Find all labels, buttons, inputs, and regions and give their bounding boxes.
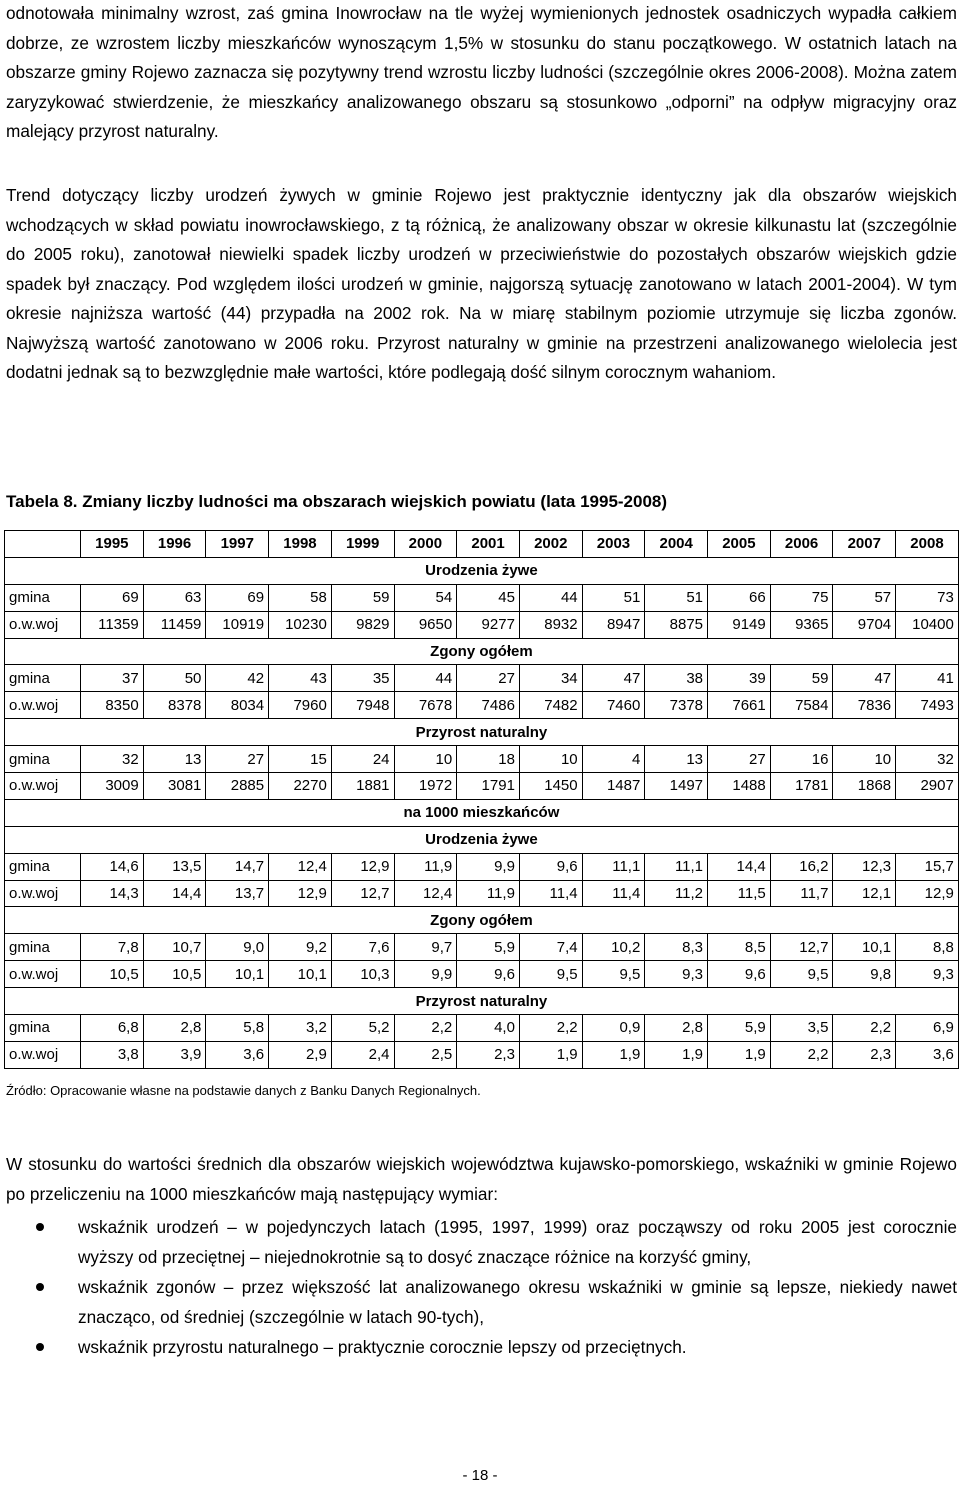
population-change-table xyxy=(4,530,959,1069)
value-cell: 58 xyxy=(269,584,332,611)
value-cell: 13,5 xyxy=(143,853,206,880)
value-cell: 9,6 xyxy=(457,961,520,988)
value-cell: 59 xyxy=(770,665,833,692)
value-cell: 2,2 xyxy=(519,1015,582,1042)
value-cell: 1487 xyxy=(582,773,645,800)
page-number: - 18 - xyxy=(462,1467,498,1484)
value-cell: 7584 xyxy=(770,692,833,719)
value-cell: 8932 xyxy=(519,611,582,638)
value-cell: 3009 xyxy=(81,773,144,800)
value-cell: 1868 xyxy=(833,773,896,800)
table-caption xyxy=(6,492,667,512)
value-cell: 38 xyxy=(645,665,708,692)
value-cell: 13,7 xyxy=(206,880,269,907)
row-label-cell: o.w.woj xyxy=(5,692,81,719)
value-cell: 13 xyxy=(645,746,708,773)
table-caption-number: Tabela 8. xyxy=(6,492,78,511)
value-cell: 11,4 xyxy=(582,880,645,907)
row-label-cell: gmina xyxy=(5,665,81,692)
value-cell: 11,7 xyxy=(770,880,833,907)
year-header-cell: 2006 xyxy=(770,531,833,558)
value-cell: 7836 xyxy=(833,692,896,719)
value-cell: 5,9 xyxy=(457,934,520,961)
value-cell: 1497 xyxy=(645,773,708,800)
value-cell: 16 xyxy=(770,746,833,773)
value-cell: 12,9 xyxy=(896,880,959,907)
table-row xyxy=(5,1041,959,1068)
row-label-cell: gmina xyxy=(5,746,81,773)
value-cell: 18 xyxy=(457,746,520,773)
value-cell: 11,2 xyxy=(645,880,708,907)
value-cell: 1972 xyxy=(394,773,457,800)
value-cell: 7948 xyxy=(331,692,394,719)
value-cell: 10,3 xyxy=(331,961,394,988)
table-row xyxy=(5,584,959,611)
value-cell: 14,6 xyxy=(81,853,144,880)
year-header-cell: 1999 xyxy=(331,531,394,558)
value-cell: 15,7 xyxy=(896,853,959,880)
value-cell: 1488 xyxy=(708,773,771,800)
value-cell: 10,1 xyxy=(833,934,896,961)
value-cell: 12,4 xyxy=(269,853,332,880)
bullet-text: wskaźnik urodzeń – w pojedynczych latach (1995, 1997, 1999) oraz począwszy od roku 2005 jest corocznie wyższy od przeciętnej – niejednokrotnie są to dosyć znaczące różnice na korzyść gminy, xyxy=(78,1217,957,1267)
row-label-cell: o.w.woj xyxy=(5,961,81,988)
value-cell: 12,1 xyxy=(833,880,896,907)
year-header-cell: 2002 xyxy=(519,531,582,558)
section-heading-row xyxy=(5,907,959,934)
value-cell: 12,4 xyxy=(394,880,457,907)
value-cell: 9,0 xyxy=(206,934,269,961)
value-cell: 2,2 xyxy=(833,1015,896,1042)
value-cell: 12,7 xyxy=(770,934,833,961)
bullet-icon xyxy=(36,1283,44,1291)
value-cell: 2,2 xyxy=(770,1041,833,1068)
value-cell: 7486 xyxy=(457,692,520,719)
value-cell: 45 xyxy=(457,584,520,611)
value-cell: 14,7 xyxy=(206,853,269,880)
bullet-text: wskaźnik przyrostu naturalnego – praktycznie corocznie lepszy od przeciętnych. xyxy=(78,1337,687,1357)
value-cell: 27 xyxy=(457,665,520,692)
section-heading-row xyxy=(5,719,959,746)
year-header-cell: 2005 xyxy=(708,531,771,558)
value-cell: 9,3 xyxy=(896,961,959,988)
value-cell: 59 xyxy=(331,584,394,611)
value-cell: 10 xyxy=(833,746,896,773)
section-heading: Zgony ogółem xyxy=(5,638,959,665)
value-cell: 2,3 xyxy=(457,1041,520,1068)
year-header-cell: 1996 xyxy=(143,531,206,558)
value-cell: 27 xyxy=(708,746,771,773)
table-row xyxy=(5,773,959,800)
header-corner-cell xyxy=(5,531,81,558)
row-label-cell: o.w.woj xyxy=(5,773,81,800)
value-cell: 3,6 xyxy=(896,1041,959,1068)
value-cell: 8034 xyxy=(206,692,269,719)
value-cell: 69 xyxy=(206,584,269,611)
value-cell: 7493 xyxy=(896,692,959,719)
paragraph-indicators-intro: W stosunku do wartości średnich dla obszarów wiejskich województwa kujawsko-pomorskiego, wskaźniki w gminie Rojewo po przeliczeniu na 1000 mieszkańców mają następujący wymiar: xyxy=(6,1154,957,1204)
row-label-cell: gmina xyxy=(5,584,81,611)
value-cell: 8,8 xyxy=(896,934,959,961)
value-cell: 2,3 xyxy=(833,1041,896,1068)
table-row xyxy=(5,665,959,692)
section-heading-row xyxy=(5,826,959,853)
value-cell: 44 xyxy=(519,584,582,611)
value-cell: 51 xyxy=(645,584,708,611)
value-cell: 13 xyxy=(143,746,206,773)
value-cell: 1,9 xyxy=(708,1041,771,1068)
value-cell: 3081 xyxy=(143,773,206,800)
value-cell: 11,1 xyxy=(582,853,645,880)
value-cell: 10 xyxy=(394,746,457,773)
year-header-cell: 1998 xyxy=(269,531,332,558)
value-cell: 47 xyxy=(833,665,896,692)
value-cell: 57 xyxy=(833,584,896,611)
table-row xyxy=(5,692,959,719)
year-header-cell: 1997 xyxy=(206,531,269,558)
value-cell: 7482 xyxy=(519,692,582,719)
value-cell: 44 xyxy=(394,665,457,692)
value-cell: 9704 xyxy=(833,611,896,638)
value-cell: 10,5 xyxy=(143,961,206,988)
section-heading: na 1000 mieszkańców xyxy=(5,799,959,826)
value-cell: 10230 xyxy=(269,611,332,638)
value-cell: 7378 xyxy=(645,692,708,719)
value-cell: 34 xyxy=(519,665,582,692)
table-row xyxy=(5,1015,959,1042)
year-header-cell: 1995 xyxy=(81,531,144,558)
value-cell: 10,5 xyxy=(81,961,144,988)
value-cell: 8350 xyxy=(81,692,144,719)
value-cell: 9,6 xyxy=(519,853,582,880)
value-cell: 9,5 xyxy=(519,961,582,988)
section-heading: Zgony ogółem xyxy=(5,907,959,934)
table-row xyxy=(5,961,959,988)
value-cell: 2,9 xyxy=(269,1041,332,1068)
value-cell: 14,4 xyxy=(708,853,771,880)
value-cell: 9829 xyxy=(331,611,394,638)
value-cell: 9365 xyxy=(770,611,833,638)
value-cell: 73 xyxy=(896,584,959,611)
row-label-cell: o.w.woj xyxy=(5,880,81,907)
value-cell: 1,9 xyxy=(582,1041,645,1068)
value-cell: 1791 xyxy=(457,773,520,800)
value-cell: 10,7 xyxy=(143,934,206,961)
value-cell: 24 xyxy=(331,746,394,773)
value-cell: 27 xyxy=(206,746,269,773)
value-cell: 7,8 xyxy=(81,934,144,961)
bullet-item-natural-increase xyxy=(6,1332,957,1362)
value-cell: 2,5 xyxy=(394,1041,457,1068)
value-cell: 51 xyxy=(582,584,645,611)
value-cell: 7960 xyxy=(269,692,332,719)
row-label-cell: gmina xyxy=(5,934,81,961)
value-cell: 0,9 xyxy=(582,1015,645,1042)
value-cell: 5,9 xyxy=(708,1015,771,1042)
value-cell: 9,5 xyxy=(770,961,833,988)
section-heading-row xyxy=(5,557,959,584)
value-cell: 2,8 xyxy=(645,1015,708,1042)
table-row xyxy=(5,611,959,638)
value-cell: 12,3 xyxy=(833,853,896,880)
value-cell: 9,3 xyxy=(645,961,708,988)
value-cell: 2,2 xyxy=(394,1015,457,1042)
value-cell: 6,8 xyxy=(81,1015,144,1042)
year-header-cell: 2007 xyxy=(833,531,896,558)
row-label-cell: o.w.woj xyxy=(5,1041,81,1068)
bullet-text: wskaźnik zgonów – przez większość lat analizowanego okresu wskaźniki w gminie są lepsze, niekiedy nawet znacząco, od średniej (szczególnie w latach 90-tych), xyxy=(78,1277,957,1327)
value-cell: 15 xyxy=(269,746,332,773)
value-cell: 9,8 xyxy=(833,961,896,988)
value-cell: 39 xyxy=(708,665,771,692)
value-cell: 47 xyxy=(582,665,645,692)
value-cell: 9,6 xyxy=(708,961,771,988)
value-cell: 41 xyxy=(896,665,959,692)
value-cell: 11359 xyxy=(81,611,144,638)
value-cell: 4 xyxy=(582,746,645,773)
value-cell: 43 xyxy=(269,665,332,692)
table-header-row xyxy=(5,531,959,558)
value-cell: 12,9 xyxy=(269,880,332,907)
value-cell: 10,1 xyxy=(206,961,269,988)
value-cell: 10,2 xyxy=(582,934,645,961)
value-cell: 10,1 xyxy=(269,961,332,988)
value-cell: 3,9 xyxy=(143,1041,206,1068)
value-cell: 12,7 xyxy=(331,880,394,907)
value-cell: 2907 xyxy=(896,773,959,800)
value-cell: 32 xyxy=(81,746,144,773)
value-cell: 5,8 xyxy=(206,1015,269,1042)
value-cell: 8947 xyxy=(582,611,645,638)
value-cell: 11,9 xyxy=(457,880,520,907)
value-cell: 2270 xyxy=(269,773,332,800)
year-header-cell: 2000 xyxy=(394,531,457,558)
value-cell: 2,4 xyxy=(331,1041,394,1068)
value-cell: 14,3 xyxy=(81,880,144,907)
value-cell: 8378 xyxy=(143,692,206,719)
value-cell: 54 xyxy=(394,584,457,611)
table-row xyxy=(5,934,959,961)
value-cell: 7460 xyxy=(582,692,645,719)
table-row xyxy=(5,746,959,773)
value-cell: 75 xyxy=(770,584,833,611)
value-cell: 8,3 xyxy=(645,934,708,961)
bullet-icon xyxy=(36,1343,44,1351)
value-cell: 2885 xyxy=(206,773,269,800)
value-cell: 3,8 xyxy=(81,1041,144,1068)
section-heading-row xyxy=(5,799,959,826)
value-cell: 69 xyxy=(81,584,144,611)
population-table-wrapper xyxy=(4,530,958,1069)
year-header-cell: 2001 xyxy=(457,531,520,558)
value-cell: 9277 xyxy=(457,611,520,638)
value-cell: 32 xyxy=(896,746,959,773)
indicator-bullet-list xyxy=(6,1212,957,1362)
value-cell: 37 xyxy=(81,665,144,692)
value-cell: 63 xyxy=(143,584,206,611)
value-cell: 42 xyxy=(206,665,269,692)
value-cell: 10400 xyxy=(896,611,959,638)
section-heading: Przyrost naturalny xyxy=(5,988,959,1015)
value-cell: 3,5 xyxy=(770,1015,833,1042)
value-cell: 7,6 xyxy=(331,934,394,961)
bullet-icon xyxy=(36,1223,44,1231)
value-cell: 7661 xyxy=(708,692,771,719)
table-caption-text: Zmiany liczby ludności ma obszarach wiejskich powiatu (lata 1995-2008) xyxy=(77,492,668,511)
value-cell: 11459 xyxy=(143,611,206,638)
value-cell: 1881 xyxy=(331,773,394,800)
section-heading-row xyxy=(5,638,959,665)
value-cell: 14,4 xyxy=(143,880,206,907)
value-cell: 11,1 xyxy=(645,853,708,880)
year-header-cell: 2008 xyxy=(896,531,959,558)
value-cell: 5,2 xyxy=(331,1015,394,1042)
section-heading-row xyxy=(5,988,959,1015)
value-cell: 3,2 xyxy=(269,1015,332,1042)
value-cell: 11,9 xyxy=(394,853,457,880)
value-cell: 7678 xyxy=(394,692,457,719)
row-label-cell: gmina xyxy=(5,853,81,880)
value-cell: 16,2 xyxy=(770,853,833,880)
paragraph-intro: odnotowała minimalny wzrost, zaś gmina Inowrocław na tle wyżej wymienionych jednostek osadniczych wypadła całkiem dobrze, ze wzrostem liczby mieszkańców wynoszącym 1,5% w stosunku do stanu początkowego. W ostatnich latach na obszarze gminy Rojewo zaznacza się pozytywny trend wzrostu liczby ludności (szczególnie okres 2006-2008). Można zatem zaryzykować stwierdzenie, że mieszkańcy analizowanego obszaru są stosunkowo „odporni” na odpływ migracyjny oraz malejący przyrost naturalny. xyxy=(6,3,957,141)
table-row xyxy=(5,853,959,880)
value-cell: 9650 xyxy=(394,611,457,638)
bullet-item-births xyxy=(6,1212,957,1272)
value-cell: 12,9 xyxy=(331,853,394,880)
value-cell: 10 xyxy=(519,746,582,773)
row-label-cell: gmina xyxy=(5,1015,81,1042)
value-cell: 1781 xyxy=(770,773,833,800)
value-cell: 50 xyxy=(143,665,206,692)
value-cell: 9,2 xyxy=(269,934,332,961)
value-cell: 8,5 xyxy=(708,934,771,961)
year-header-cell: 2003 xyxy=(582,531,645,558)
value-cell: 11,4 xyxy=(519,880,582,907)
value-cell: 3,6 xyxy=(206,1041,269,1068)
value-cell: 1450 xyxy=(519,773,582,800)
bullet-item-deaths xyxy=(6,1272,957,1332)
table-row xyxy=(5,880,959,907)
value-cell: 9149 xyxy=(708,611,771,638)
value-cell: 1,9 xyxy=(519,1041,582,1068)
row-label-cell: o.w.woj xyxy=(5,611,81,638)
value-cell: 4,0 xyxy=(457,1015,520,1042)
value-cell: 8875 xyxy=(645,611,708,638)
section-heading: Przyrost naturalny xyxy=(5,719,959,746)
table-source-note: Źródło: Opracowanie własne na podstawie danych z Banku Danych Regionalnych. xyxy=(6,1083,481,1098)
value-cell: 2,8 xyxy=(143,1015,206,1042)
value-cell: 6,9 xyxy=(896,1015,959,1042)
value-cell: 1,9 xyxy=(645,1041,708,1068)
section-heading: Urodzenia żywe xyxy=(5,826,959,853)
value-cell: 66 xyxy=(708,584,771,611)
value-cell: 9,9 xyxy=(457,853,520,880)
section-heading: Urodzenia żywe xyxy=(5,557,959,584)
value-cell: 11,5 xyxy=(708,880,771,907)
value-cell: 7,4 xyxy=(519,934,582,961)
value-cell: 9,7 xyxy=(394,934,457,961)
value-cell: 10919 xyxy=(206,611,269,638)
value-cell: 35 xyxy=(331,665,394,692)
year-header-cell: 2004 xyxy=(645,531,708,558)
paragraph-births-trend: Trend dotyczący liczby urodzeń żywych w gminie Rojewo jest praktycznie identyczny jak dla obszarów wiejskich wchodzących w skład powiatu inowrocławskiego, z tą różnicą, że analizowany obszar w okresie kilkunastu lat (szczególnie do 2005 roku), zanotował niewielki spadek liczby urodzeń w przeciwieństwie do pozostałych obszarów wiejskich gdzie spadek był znaczący. Pod względem ilości urodzeń w gminie, najgorszą sytuację zanotowano w latach 2001-2004). W tym okresie najniższa wartość (44) przypadła na 2002 rok. Na w miarę stabilnym poziomie utrzymuje się liczba zgonów. Najwyższą wartość zanotowano w 2006 roku. Przyrost naturalny w gminie na przestrzeni analizowanego wielolecia jest dodatni jednak są to bezwzględnie małe wartości, które podlegają dość silnym corocznym wahaniom. xyxy=(6,185,957,382)
value-cell: 9,5 xyxy=(582,961,645,988)
value-cell: 9,9 xyxy=(394,961,457,988)
